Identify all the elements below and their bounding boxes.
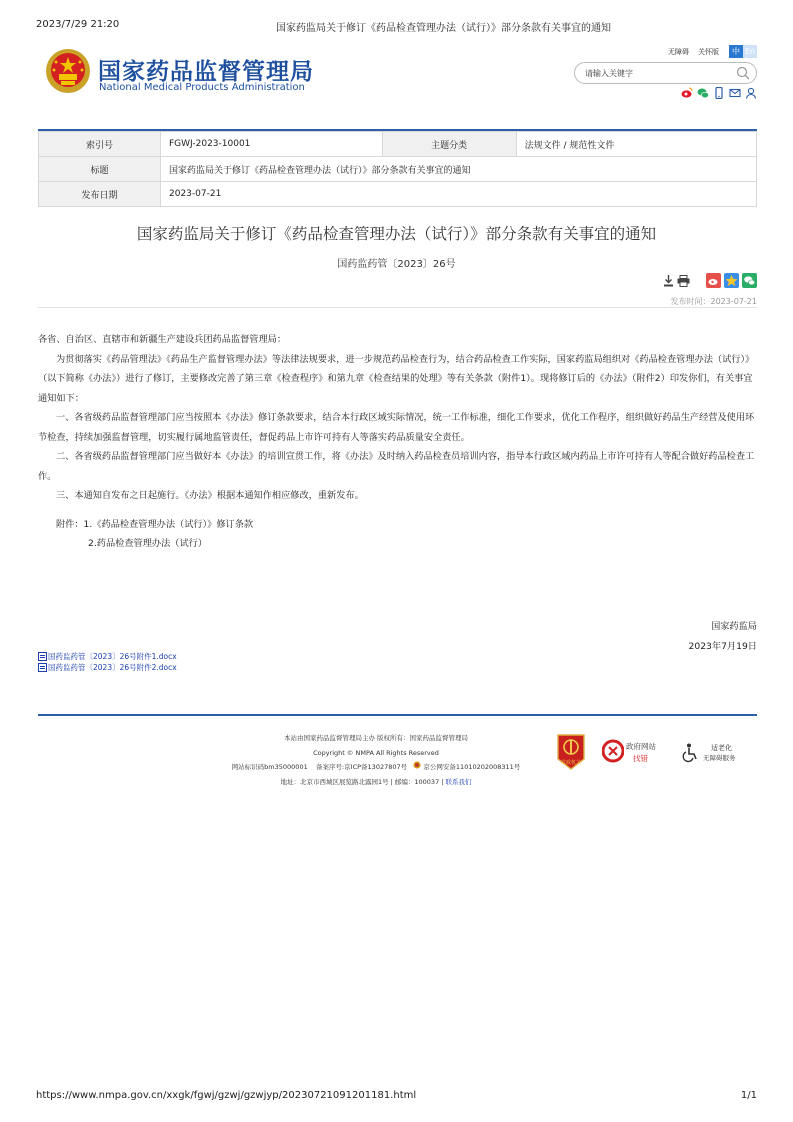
signature-block [689,617,757,657]
salutation: 各省、自治区、直辖市和新疆生产建设兵团药品监督管理局： [38,334,287,345]
wechat-icon[interactable] [697,87,709,99]
category-value: 法规文件 / 规范性文件 [516,132,756,157]
social-links [681,87,757,99]
article-tools [663,273,757,288]
sign-date: 2023年7月19日 [688,641,757,652]
attachments [38,651,177,673]
find-error-label: 找错 [633,754,648,763]
party-badge-label: 党政机关 [560,760,582,766]
language-switch [729,45,757,58]
weibo-icon[interactable] [681,87,693,99]
site-name-en[interactable]: National Medical Products Administration [99,82,305,93]
document-meta-table [38,131,757,207]
title-label: 标题 [39,157,161,182]
index-label: 索引号 [39,132,161,157]
lang-en-button[interactable]: En [744,47,756,56]
gov-site-error-finder[interactable] [602,738,672,766]
print-page-number: 1/1 [740,1090,757,1101]
paragraph-4: 三、本通知自发布之日起施行。《办法》根据本通知作相应修改，重新发布。 [56,490,364,501]
footer-address-line [196,775,556,790]
attachment-name-1: 国药监药管〔2023〕26号附件1.docx [48,652,177,661]
contact-us-link[interactable]: 联系我们 [445,777,472,786]
footer-address: 地址：北京市西城区展览路北露园1号 | 邮编：100037 | [280,777,444,786]
care-mode-link[interactable]: 关怀版 [698,47,719,56]
article-title: 国家药监局关于修订《药品检查管理办法（试行）》部分条款有关事宜的通知 [136,225,657,243]
police-record[interactable]: 京公网安备11010202008311号 [423,763,521,771]
lang-zh-button[interactable]: 中 [729,45,743,58]
wechat-share-icon[interactable] [742,273,757,288]
search-input[interactable] [585,63,735,83]
weibo-share-icon[interactable] [706,273,721,288]
search-icon[interactable] [736,66,750,80]
attachment-name-2: 国药监药管〔2023〕26号附件2.docx [48,663,177,672]
annex-2: 2.药品检查管理办法（试行） [88,538,208,549]
date-label: 发布日期 [39,182,161,207]
national-emblem-logo[interactable] [45,48,91,94]
icp-number[interactable]: 备案序号:京ICP备13027807号 [315,763,408,771]
party-government-badge[interactable] [556,733,586,771]
print-url: https://www.nmpa.gov.cn/xxgk/fgwj/gzwj/gzwjyp/20230721091201181.html [36,1090,417,1101]
download-icon[interactable] [663,275,674,287]
accessible-link[interactable]: 无障碍 [668,47,689,56]
footer-copyright: Copyright © NMPA All Rights Reserved [313,748,439,757]
accessibility-service[interactable] [681,741,761,765]
print-header [36,19,757,33]
search-box [574,62,757,84]
attachment-link-1[interactable] [38,651,177,662]
annex-1: 附件：1.《药品检查管理办法（试行）》修订条款 [56,518,254,530]
police-badge-icon [413,761,421,769]
paragraph-2: 一、各省级药品监督管理部门应当按照本《办法》修订条款要求，结合本行政区域实际情况，统一工作标准，细化工作要求，优化工作程序，组织做好药品生产经营及使用环节检查，持续加强监督管理，切实履行属地监管责任，督促药品上市许可持有人等落实药品质量安全责任。 [38,412,755,443]
document-number: 国药监药管〔2023〕26号 [337,259,456,270]
publish-time: 发布时间：2023-07-21 [670,297,757,306]
paragraph-1: 为贯彻落实《药品管理法》《药品生产监督管理办法》等法律法规要求，进一步规范药品检查行为，结合药品检查工作实际，国家药监局组织对《药品检查管理办法（试行）》（以下简称《办法》）进行了修订，主要修改完善了第三章《检查程序》和第九章《检查结果的处理》等有关条款（附件1）。现将修订后的《办法》（附件2）印发你们，有关事宜通知如下： [38,353,755,404]
user-icon[interactable] [745,87,757,99]
footer-registration [196,760,556,775]
mail-icon[interactable] [729,87,741,99]
footer-divider [38,714,757,716]
print-page-title: 国家药监局关于修订《药品检查管理办法（试行）》部分条款有关事宜的通知 [276,23,611,34]
attachment-link-2[interactable] [38,662,177,673]
index-value: FGWJ-2023-10001 [161,132,383,157]
elder-friendly-label: 适老化 [711,744,732,752]
paragraph-3: 二、各省级药品监督管理部门应当做好本《办法》的培训宣贯工作，将《办法》及时纳入药品检查员培训内容，指导本行政区域内药品上市许可持有人等配合做好药品检查工作。 [38,451,755,482]
site-name-cn[interactable]: 国家药品监督管理局 [98,59,314,85]
date-value: 2023-07-21 [161,182,757,207]
print-icon[interactable] [677,275,690,287]
gov-site-label: 政府网站 [626,742,656,751]
footer-sponsor: 本站由国家药品监督管理局主办 版权所有：国家药品监督管理局 [283,734,469,742]
signer: 国家药监局 [711,621,757,632]
site-id: 网站标识码bm35000001 [231,763,308,771]
category-label: 主题分类 [382,132,516,157]
accessible-service-label: 无障碍服务 [703,754,736,762]
print-datetime: 2023/7/29 21:20 [36,19,120,30]
article-divider [38,307,757,308]
document-icon [38,663,47,672]
print-footer [36,1090,757,1104]
qzone-share-icon[interactable] [724,273,739,288]
document-icon [38,652,47,661]
title-value: 国家药监局关于修订《药品检查管理办法（试行）》部分条款有关事宜的通知 [161,157,757,182]
article-body [38,330,757,554]
mobile-icon[interactable] [713,87,725,99]
footer-text [196,731,556,789]
top-links [659,45,757,58]
gov-site-find-error-icon [602,738,624,764]
wheelchair-icon [681,743,699,763]
